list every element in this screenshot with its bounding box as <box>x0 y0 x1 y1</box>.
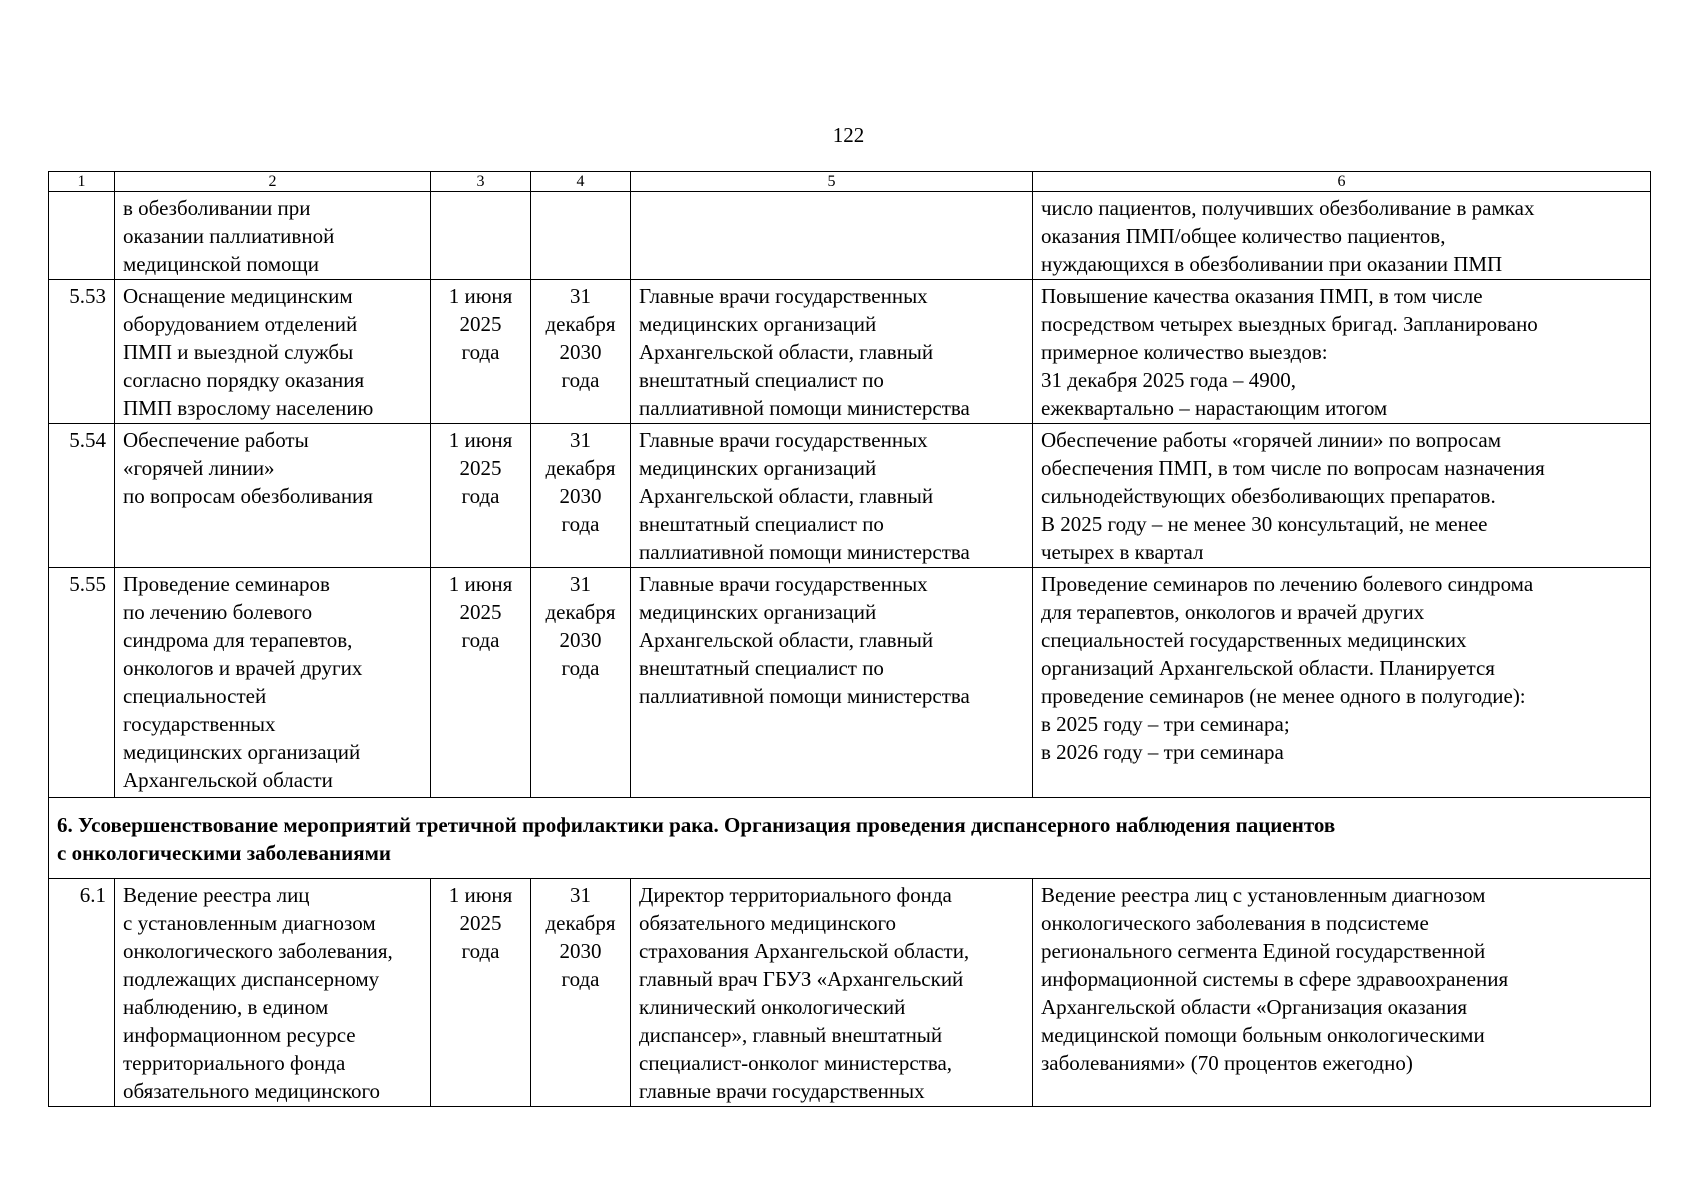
text-line: Проведение семинаров <box>123 572 330 596</box>
text-line: внештатный специалист по <box>639 368 884 392</box>
text-line: согласно порядку оказания <box>123 368 365 392</box>
column-number-row <box>49 172 1651 192</box>
text-line: 2025 <box>459 312 502 336</box>
text-line: года <box>461 484 500 508</box>
activity-cell <box>115 192 431 280</box>
text-line: паллиативной помощи министерства <box>639 540 970 564</box>
text-line: медицинской помощи <box>123 252 319 276</box>
result-cell <box>1033 879 1651 1107</box>
text-line: в 2026 году – три семинара <box>1041 740 1284 764</box>
activities-table <box>48 171 1651 1107</box>
item-number: 6.1 <box>49 879 115 1107</box>
text-line: посредством четырех выездных бригад. Запланировано <box>1041 312 1538 336</box>
text-line: оказании паллиативной <box>123 224 335 248</box>
text-line: Проведение семинаров по лечению болевого синдрома <box>1041 572 1534 596</box>
activity-cell <box>115 879 431 1107</box>
text-line: декабря <box>545 456 616 480</box>
responsible-cell <box>631 424 1033 568</box>
text-line: Архангельской области, главный <box>639 628 934 652</box>
text-line: оборудованием отделений <box>123 312 358 336</box>
result-cell <box>1033 568 1651 798</box>
text-line: информационном ресурсе <box>123 1023 356 1047</box>
text-line: нуждающихся в обезболивании при оказании ПМП <box>1041 252 1503 276</box>
text-line: Ведение реестра лиц <box>123 883 310 907</box>
text-line: декабря <box>545 312 616 336</box>
section-row <box>49 798 1651 879</box>
text-line: регионального сегмента Единой государственной <box>1041 939 1486 963</box>
start-date-cell <box>431 280 531 424</box>
responsible-cell <box>631 879 1033 1107</box>
text-line: для терапевтов, онкологов и врачей других <box>1041 600 1425 624</box>
text-line: клинический онкологический <box>639 995 906 1019</box>
text-line: 1 июня <box>448 883 513 907</box>
text-line: специальностей <box>123 684 267 708</box>
text-line: организаций Архангельской области. Планируется <box>1041 656 1495 680</box>
text-line: в 2025 году – три семинара; <box>1041 712 1290 736</box>
text-line: 31 <box>570 572 591 596</box>
col-header-5: 5 <box>631 172 1033 192</box>
end-date-cell <box>531 280 631 424</box>
text-line: Ведение реестра лиц с установленным диагнозом <box>1041 883 1486 907</box>
text-line: 2030 <box>559 939 602 963</box>
text-line: страхования Архангельской области, <box>639 939 970 963</box>
start-date-cell <box>431 879 531 1107</box>
text-line: Обеспечение работы «горячей линии» по вопросам <box>1041 428 1501 452</box>
table-row <box>49 568 1651 798</box>
responsible-cell <box>631 192 1033 280</box>
text-line: заболеваниями» (70 процентов ежегодно) <box>1041 1051 1413 1075</box>
responsible-cell <box>631 568 1033 798</box>
text-line: число пациентов, получивших обезболивание в рамках <box>1041 196 1535 220</box>
result-cell <box>1033 424 1651 568</box>
text-line: онкологического заболевания, <box>123 939 393 963</box>
text-line: по лечению болевого <box>123 600 313 624</box>
text-line: 6. Усовершенствование мероприятий третичной профилактики рака. Организация проведения диспансерного наблюдения пациентов <box>57 813 1336 837</box>
text-line: года <box>561 512 600 536</box>
text-line: медицинских организаций <box>639 312 877 336</box>
text-line: онкологического заболевания в подсистеме <box>1041 911 1429 935</box>
table-row <box>49 192 1651 280</box>
text-line: «горячей линии» <box>123 456 275 480</box>
text-line: 1 июня <box>448 284 513 308</box>
text-line: 1 июня <box>448 428 513 452</box>
text-line: декабря <box>545 600 616 624</box>
text-line: года <box>561 368 600 392</box>
text-line: подлежащих диспансерному <box>123 967 380 991</box>
table-row <box>49 879 1651 1107</box>
start-date-cell <box>431 424 531 568</box>
text-line: диспансер», главный внештатный <box>639 1023 943 1047</box>
text-line: В 2025 году – не менее 30 консультаций, не менее <box>1041 512 1488 536</box>
text-line: ежеквартально – нарастающим итогом <box>1041 396 1388 420</box>
text-line: главный врач ГБУЗ «Архангельский <box>639 967 964 991</box>
col-header-2: 2 <box>115 172 431 192</box>
text-line: Оснащение медицинским <box>123 284 353 308</box>
text-line: Обеспечение работы <box>123 428 309 452</box>
text-line: обеспечения ПМП, в том числе по вопросам назначения <box>1041 456 1545 480</box>
text-line: 31 <box>570 883 591 907</box>
col-header-4: 4 <box>531 172 631 192</box>
text-line: обязательного медицинского <box>639 911 897 935</box>
text-line: проведение семинаров (не менее одного в полугодие): <box>1041 684 1526 708</box>
text-line: Архангельской области «Организация оказания <box>1041 995 1468 1019</box>
text-line: медицинских организаций <box>639 456 877 480</box>
text-line: ПМП взрослому населению <box>123 396 374 420</box>
text-line: 2025 <box>459 600 502 624</box>
text-line: синдрома для терапевтов, <box>123 628 353 652</box>
text-line: специалист-онколог министерства, <box>639 1051 953 1075</box>
table-row <box>49 424 1651 568</box>
text-line: года <box>461 628 500 652</box>
text-line: государственных <box>123 712 276 736</box>
activity-cell <box>115 280 431 424</box>
text-line: Архангельской области, главный <box>639 340 934 364</box>
text-line: Директор территориального фонда <box>639 883 952 907</box>
table-row <box>49 280 1651 424</box>
text-line: медицинской помощи больным онкологическими <box>1041 1023 1485 1047</box>
text-line: информационной системы в сфере здравоохранения <box>1041 967 1509 991</box>
text-line: года <box>561 967 600 991</box>
page-number: 122 <box>832 123 865 147</box>
text-line: паллиативной помощи министерства <box>639 396 970 420</box>
text-line: декабря <box>545 911 616 935</box>
text-line: сильнодействующих обезболивающих препаратов. <box>1041 484 1496 508</box>
end-date-cell <box>531 192 631 280</box>
text-line: примерное количество выездов: <box>1041 340 1328 364</box>
text-line: Главные врачи государственных <box>639 428 928 452</box>
text-line: 1 июня <box>448 572 513 596</box>
col-header-1: 1 <box>49 172 115 192</box>
text-line: по вопросам обезболивания <box>123 484 373 508</box>
text-line: внештатный специалист по <box>639 512 884 536</box>
col-header-6: 6 <box>1033 172 1651 192</box>
activity-cell <box>115 424 431 568</box>
start-date-cell <box>431 192 531 280</box>
text-line: Главные врачи государственных <box>639 284 928 308</box>
text-line: обязательного медицинского <box>123 1079 381 1103</box>
text-line: 2030 <box>559 484 602 508</box>
text-line: 2025 <box>459 456 502 480</box>
text-line: года <box>461 340 500 364</box>
text-line: оказания ПМП/общее количество пациентов, <box>1041 224 1446 248</box>
text-line: медицинских организаций <box>639 600 877 624</box>
end-date-cell <box>531 879 631 1107</box>
text-line: с онкологическими заболеваниями <box>57 841 392 865</box>
text-line: ПМП и выездной службы <box>123 340 354 364</box>
text-line: в обезболивании при <box>123 196 311 220</box>
end-date-cell <box>531 424 631 568</box>
text-line: специальностей государственных медицинских <box>1041 628 1467 652</box>
text-line: онкологов и врачей других <box>123 656 363 680</box>
text-line: медицинских организаций <box>123 740 361 764</box>
activity-cell <box>115 568 431 798</box>
item-number: 5.54 <box>49 424 115 568</box>
text-line: внештатный специалист по <box>639 656 884 680</box>
start-date-cell <box>431 568 531 798</box>
item-number: 5.55 <box>49 568 115 798</box>
col-header-3: 3 <box>431 172 531 192</box>
text-line: паллиативной помощи министерства <box>639 684 970 708</box>
text-line: наблюдению, в едином <box>123 995 329 1019</box>
text-line: Повышение качества оказания ПМП, в том числе <box>1041 284 1483 308</box>
text-line: года <box>561 656 600 680</box>
item-number <box>49 192 115 280</box>
text-line: 31 декабря 2025 года – 4900, <box>1041 368 1297 392</box>
text-line: года <box>461 939 500 963</box>
end-date-cell <box>531 568 631 798</box>
text-line: Главные врачи государственных <box>639 572 928 596</box>
text-line: 2030 <box>559 628 602 652</box>
item-number: 5.53 <box>49 280 115 424</box>
result-cell <box>1033 280 1651 424</box>
text-line: 2025 <box>459 911 502 935</box>
result-cell <box>1033 192 1651 280</box>
text-line: Архангельской области, главный <box>639 484 934 508</box>
text-line: четырех в квартал <box>1041 540 1204 564</box>
text-line: 31 <box>570 284 591 308</box>
text-line: 2030 <box>559 340 602 364</box>
section-heading <box>49 798 1651 879</box>
text-line: территориального фонда <box>123 1051 346 1075</box>
text-line: главные врачи государственных <box>639 1079 925 1103</box>
responsible-cell <box>631 280 1033 424</box>
text-line: 31 <box>570 428 591 452</box>
text-line: Архангельской области <box>123 768 333 792</box>
text-line: с установленным диагнозом <box>123 911 376 935</box>
